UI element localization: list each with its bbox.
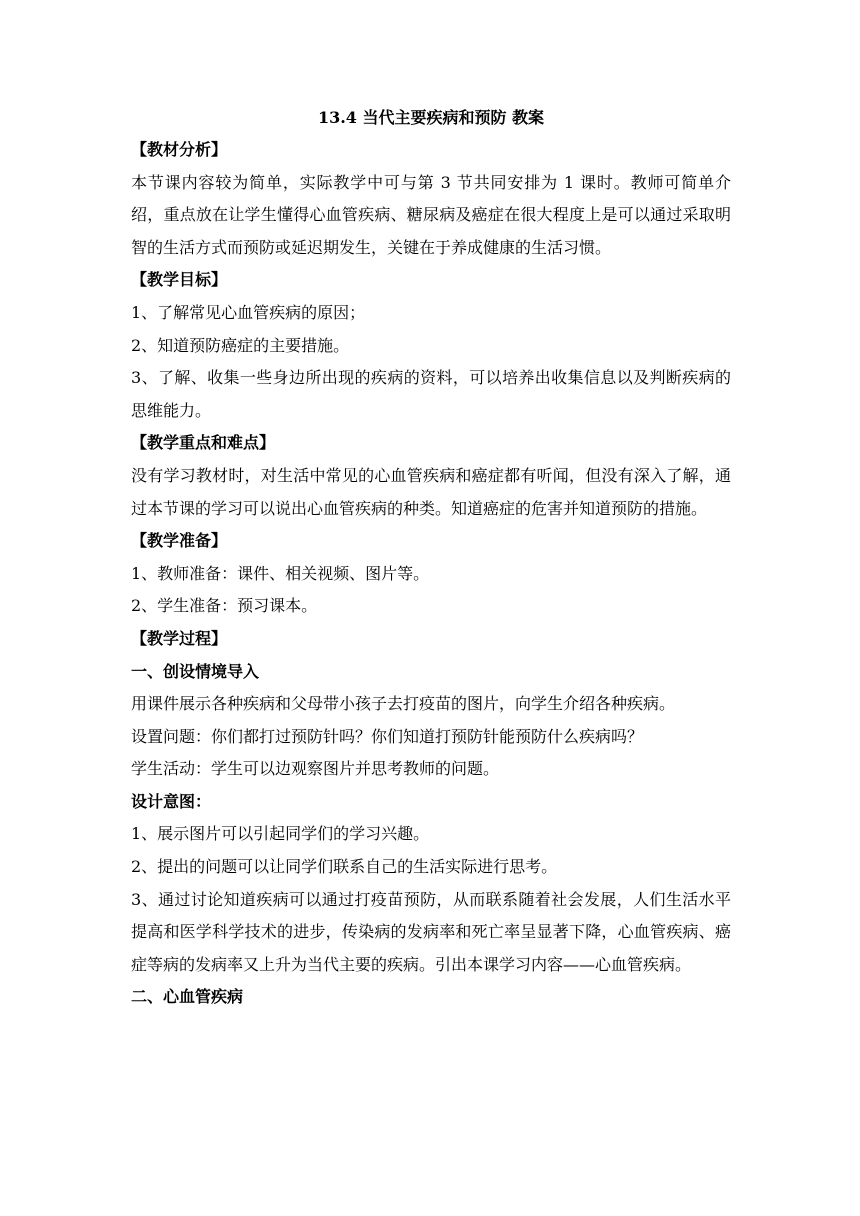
process-line: 学生活动：学生可以边观察图片并思考教师的问题。 — [131, 759, 500, 779]
goal-item: 3、了解、收集一些身边所出现的疾病的资料，可以培养出收集信息以及判断疾病的思维能力。 — [131, 368, 731, 420]
section-heading-analysis: 【教材分析】 — [131, 140, 228, 159]
preparation-item: 2、学生准备：预习课本。 — [131, 596, 318, 616]
design-intent-heading: 设计意图： — [131, 791, 212, 811]
analysis-paragraph: 本节课内容较为简单，实际教学中可与第 3 节共同安排为 1 课时。教师可简单介绍，重点放在让学生懂得心血管疾病、糖尿病及癌症在很大程度上是可以通过采取明智的生活方式而预防或延迟期发生，关键在于养成健康的生活习惯。 — [131, 172, 731, 257]
goal-item: 2、知道预防癌症的主要措施。 — [131, 335, 350, 355]
subsection-heading-cardiovascular: 二、心血管疾病 — [131, 987, 244, 1007]
goal-item: 1、了解常见心血管疾病的原因； — [131, 302, 366, 322]
document-title: 13.4 当代主要疾病和预防 教案 — [317, 108, 545, 127]
subsection-heading-intro: 一、创设情境导入 — [131, 661, 260, 681]
design-item: 2、提出的问题可以让同学们联系自己的生活实际进行思考。 — [131, 857, 558, 877]
process-line: 设置问题：你们都打过预防针吗？你们知道打预防针能预防什么疾病吗？ — [131, 726, 644, 746]
keypoints-paragraph: 没有学习教材时，对生活中常见的心血管疾病和癌症都有听闻，但没有深入了解，通过本节课的学习可以说出心血管疾病的种类。知道癌症的危害并知道预防的措施。 — [131, 465, 731, 518]
design-item: 1、展示图片可以引起同学们的学习兴趣。 — [131, 824, 430, 844]
section-heading-preparation: 【教学准备】 — [131, 531, 228, 551]
section-heading-keypoints: 【教学重点和难点】 — [131, 433, 276, 453]
design-item: 3、通过讨论知道疾病可以通过打疫苗预防，从而联系随着社会发展，人们生活水平提高和医学科学技术的进步，传染病的发病率和死亡率呈显著下降，心血管疾病、癌症等病的发病率又上升为当代主要的疾病。引出本课学习内容——心血管疾病。 — [131, 889, 731, 974]
section-heading-process: 【教学过程】 — [131, 628, 228, 648]
preparation-item: 1、教师准备：课件、相关视频、图片等。 — [131, 563, 430, 583]
process-line: 用课件展示各种疾病和父母带小孩子去打疫苗的图片，向学生介绍各种疾病。 — [131, 694, 676, 714]
section-heading-goals: 【教学目标】 — [131, 270, 228, 290]
document-page — [131, 104, 731, 1014]
